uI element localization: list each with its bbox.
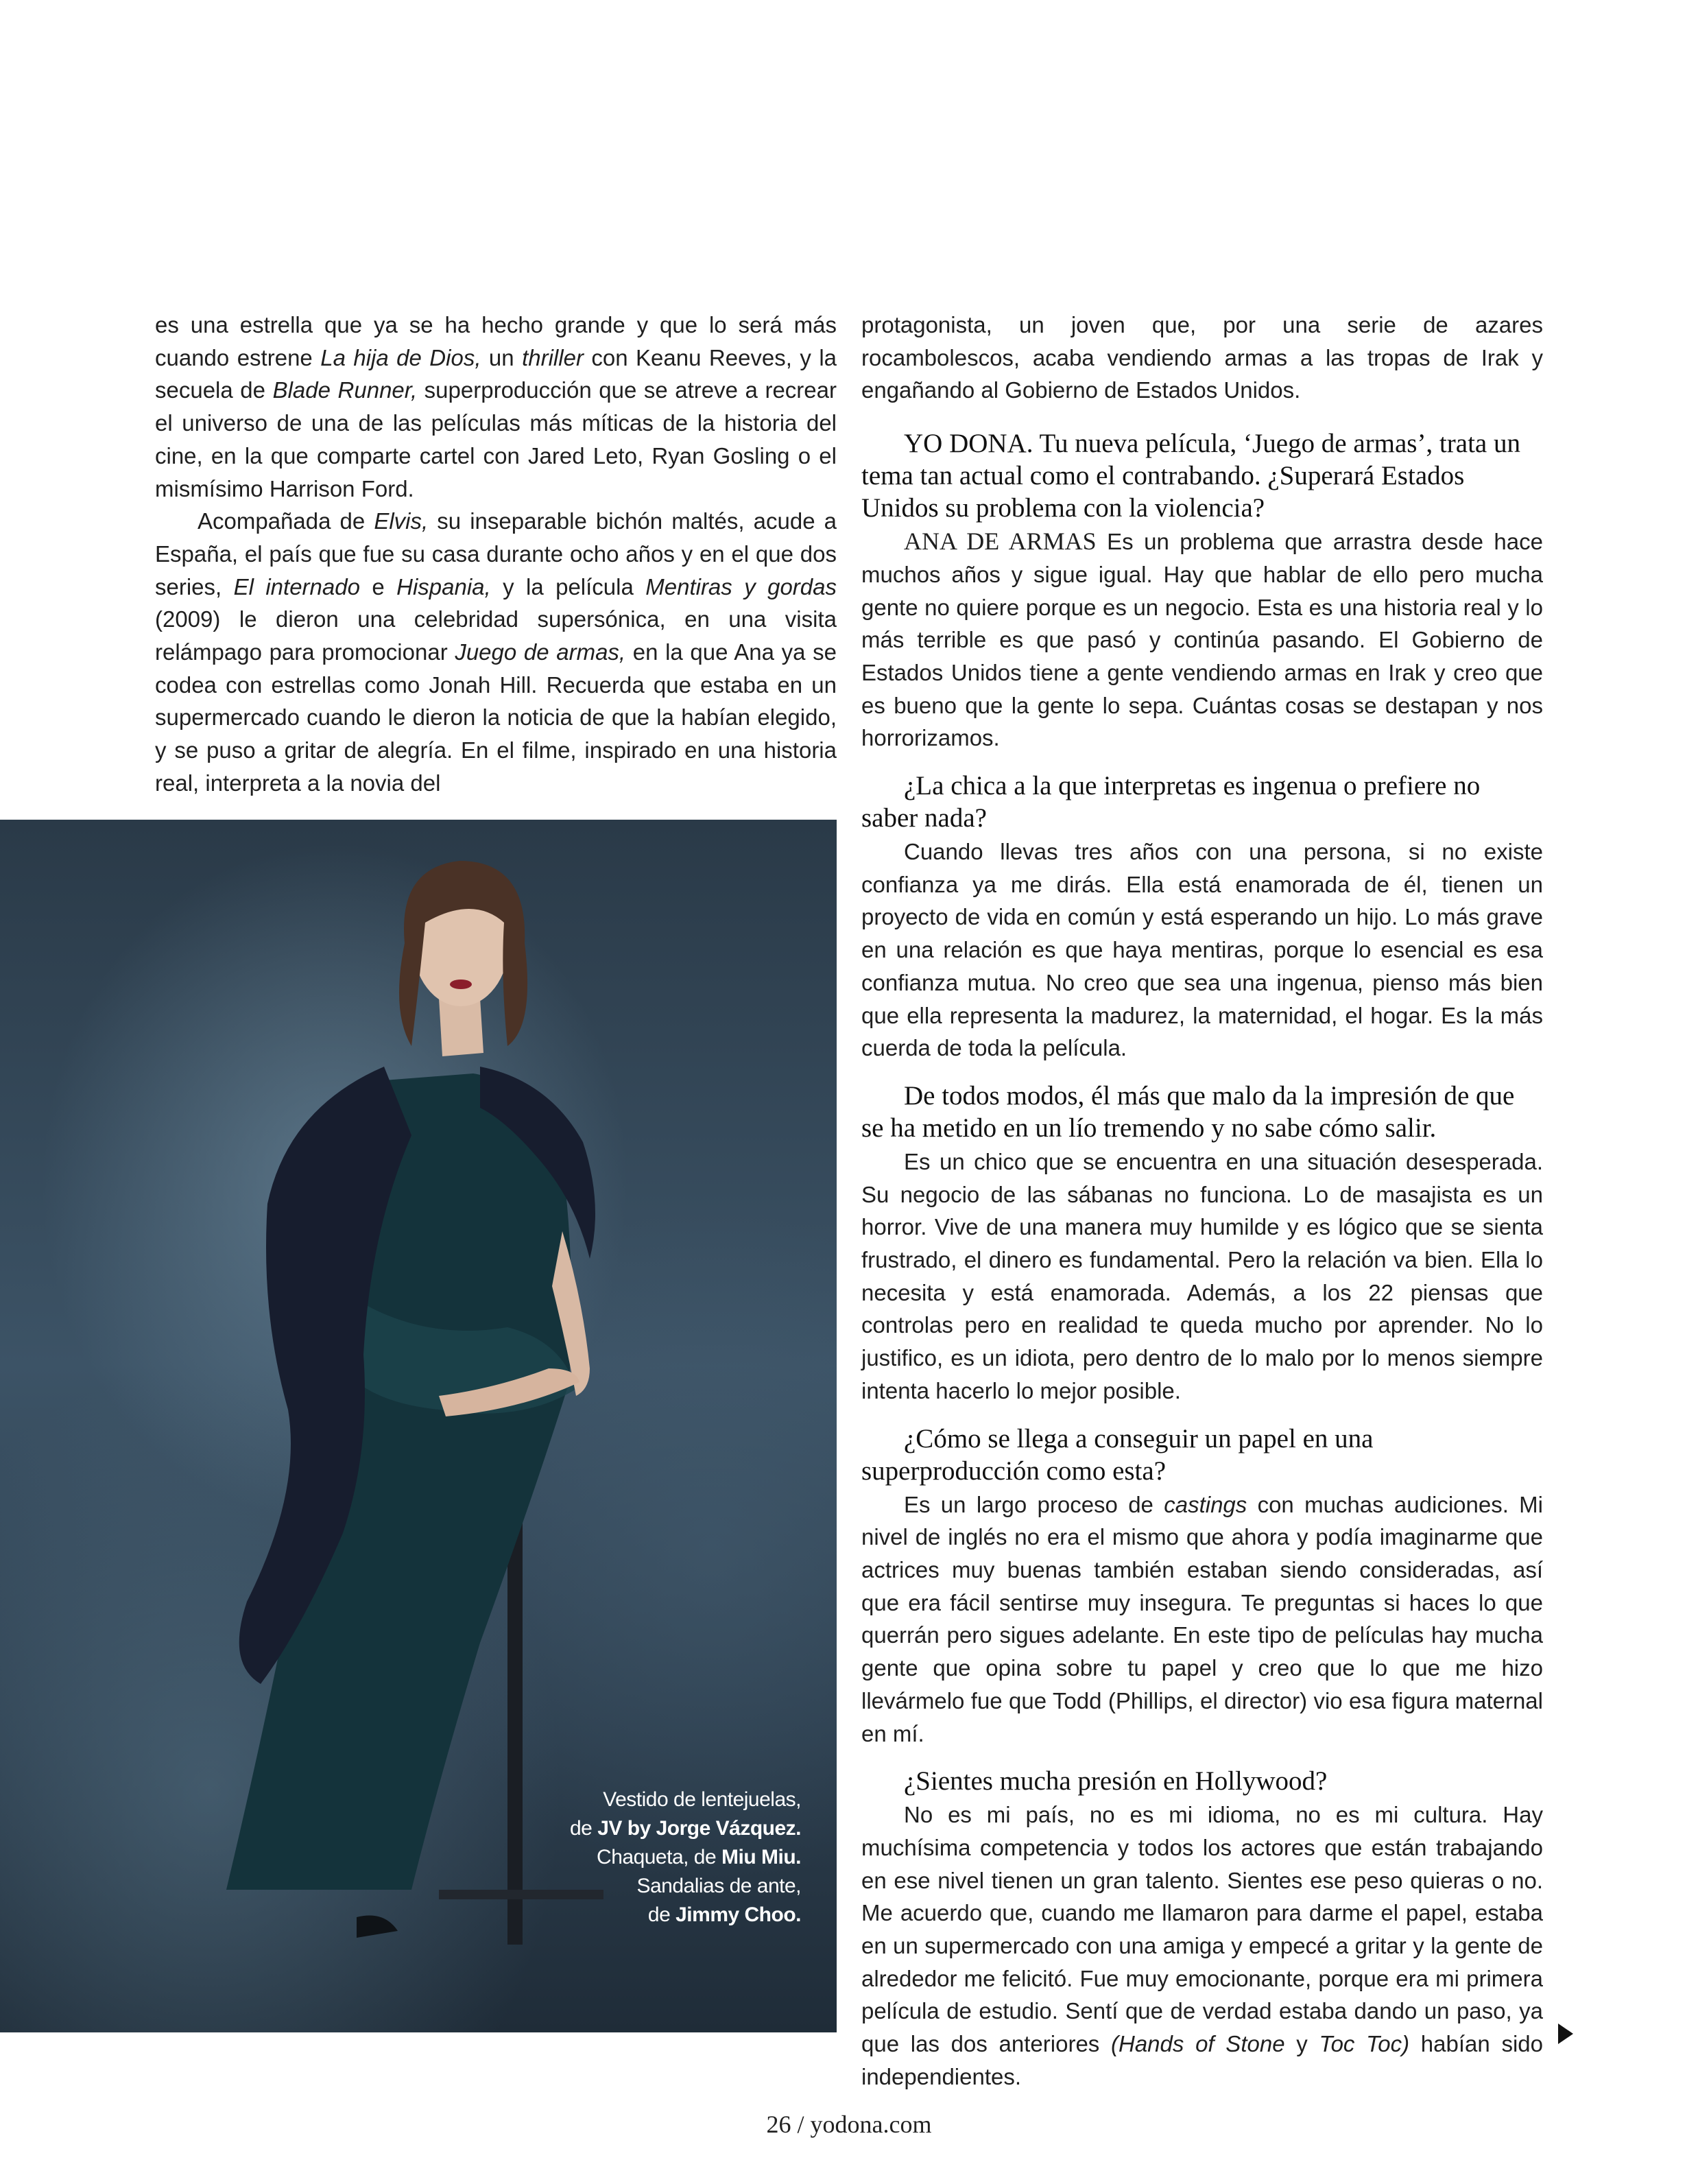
text-run: es una estrella que ya se ha hecho grande y que lo será más cuando estrene [155,312,837,370]
portrait-photo [0,820,837,2032]
film-title: La hija de Dios, [320,344,481,370]
caption-text: Chaqueta, de [597,1846,722,1868]
intro-paragraph [155,309,837,505]
text-run: e [359,573,397,600]
dog-name: Elvis, [374,508,429,534]
text-run: Es un largo proceso de [904,1491,1164,1517]
text-run: Es un problema que arrastra desde hace muchos años y sigue igual. Hay que hablar de ello pero mucha gente no quiere porque es un negocio. Esta es una historia real y lo más terrible es que pasó y continúa pasando. El Gobierno de Estados Unidos tiene a gente vendiendo armas en Irak y creo que es bueno que la gente lo sepa. Cuántas cosas se destapan y nos horrorizamos. [861,529,1543,751]
text-run: Acompañada de [198,508,374,534]
text-run: No es mi país, no es mi idioma, no es mi cultura. Hay muchísima competencia y todos los actores que están trabajando en ese nivel tienen un gran talento. Sientes ese peso quieras o no. Me acuerdo que, cuando me llamaron para darme el papel, estaba en un supermercado con una amiga y empecé a gritar y la gente de alrededor me felicitó. Fue muy emocionante, porque era mi primera película de estudio. Sentí que de verdad estaba dando un paso, ya que las dos anteriores [861,1802,1543,2057]
film-title: Juego de armas, [455,639,626,665]
interview-question: ¿Sientes mucha presión en Hollywood? [904,1766,1328,1796]
caption-line [444,1901,801,1930]
text-run: y [1284,2031,1319,2057]
text-run: con Keanu Reeves, y la secuela de [155,344,837,403]
right-column [861,309,1543,2093]
caption-brand: Jimmy Choo. [675,1903,801,1926]
caption-text: de [647,1903,676,1926]
series-title: El internado [233,573,360,600]
film-title: Toc Toc) [1319,2031,1410,2057]
interview-answer [861,525,1543,755]
genre-term: thriller [522,344,584,370]
text-run: un [481,344,523,370]
left-column [155,309,837,800]
speaker-name: ANA DE ARMAS [904,527,1097,556]
neck [439,998,483,1056]
series-title: Hispania, [396,573,491,600]
body-paragraph [155,505,837,799]
text-run: con muchas audiciones. Mi nivel de inglés no era el mismo que ahora y podía imaginarme que actrices muy buenas también estaban siendo consideradas, así que era fácil sentirse muy insegura. Te preguntas si haces lo que querrán pero sigues adelante. En este tipo de películas hay mucha gente que opina sobre tu papel y creo que lo que me hizo llevármelo fue que Todd (Phillips, el director) vio esa figura maternal en mí. [861,1491,1544,1746]
text-run: superproducción que se atreve a recrear el universo de una de las películas más míticas de la historia del cine, en la que comparte cartel con Jared Leto, Ryan Gosling o el mismísimo Harrison Ford. [155,377,837,501]
film-title: (Hands of Stone [1111,2031,1285,2057]
interview-question: YO DONA. Tu nueva película, ‘Juego de armas’, trata un tema tan actual como el contrabando. ¿Superará Estados Unidos su problema con la violencia? [861,429,1520,523]
text-run: (2009) le dieron una celebridad supersónica, en una visita relámpago para promocionar [155,606,837,665]
text-run: su inseparable bichón maltés, acude a España, el país que fue su casa durante ocho años y en el que dos series, [155,508,837,600]
caption-line [444,1814,801,1843]
sandal [357,1916,398,1938]
continue-arrow-icon [1558,2023,1573,2044]
caption-text: de [570,1817,598,1840]
film-title: Blade Runner, [272,377,418,403]
interview-question: ¿Cómo se llega a conseguir un papel en una superproducción como esta? [861,1423,1374,1486]
page-footer: 26 / yodona.com [766,2111,932,2138]
text-run: habían sido independientes. [861,2031,1543,2089]
interview-question: ¿La chica a la que interpretas es ingenua o prefiere no saber nada? [861,771,1481,833]
interview-answer [861,1799,1543,2093]
interview-answer: Cuando llevas tres años con una persona, si no existe confianza ya me dirás. Ella está enamorada de él, tienen un proyecto de vida en común y está esperando un hijo. Lo más grave en una relación es que haya mentiras, porque lo esencial es esa confianza mutua. No creo que sea una ingenua, pienso más bien que ella representa la madurez, la maternidad, el hogar. Es la más cuerda de toda la película. [861,839,1543,1061]
lips [450,980,472,989]
caption-brand: Miu Miu. [721,1846,801,1868]
italic-term: castings [1164,1491,1247,1517]
interview-answer: Es un chico que se encuentra en una situación desesperada. Su negocio de las sábanas no funciona. Lo de masajista es un horror. Vive de una manera muy humilde y es lógico que se sienta frustrado, el dinero es fundamental. Pero la relación va bien. Ella lo necesita y está enamorada. Además, a los 22 piensas que controlas pero en realidad te queda mucho por aprender. No lo justifico, es un idiota, pero dentro de lo malo por lo menos siempre intenta hacerlo lo mejor posible. [861,1148,1543,1403]
interview-answer [861,1488,1543,1750]
caption-line: Vestido de lentejuelas, [603,1788,801,1811]
caption-line: Sandalias de ante, [636,1875,801,1897]
interview-question: De todos modos, él más que malo da la impresión de que se ha metido en un lío tremendo y no sabe cómo salir. [861,1080,1515,1143]
film-title: Mentiras y gordas [645,573,837,600]
caption-line [444,1843,801,1872]
caption-brand: JV by Jorge Vázquez. [597,1817,801,1840]
photo-caption [444,1785,801,1930]
text-run: en la que Ana ya se codea con estrellas como Jonah Hill. Recuerda que estaba en un supermercado cuando le dieron la noticia de que la habían elegido, y se puso a gritar de alegría. En el filme, inspirado en una historia real, interpreta a la novia del [155,639,837,796]
text-run: y la película [490,573,646,600]
body-paragraph: protagonista, un joven que, por una serie de azares rocambolescos, acaba vendiendo armas a las tropas de Irak y engañando al Gobierno de Estados Unidos. [861,312,1543,403]
